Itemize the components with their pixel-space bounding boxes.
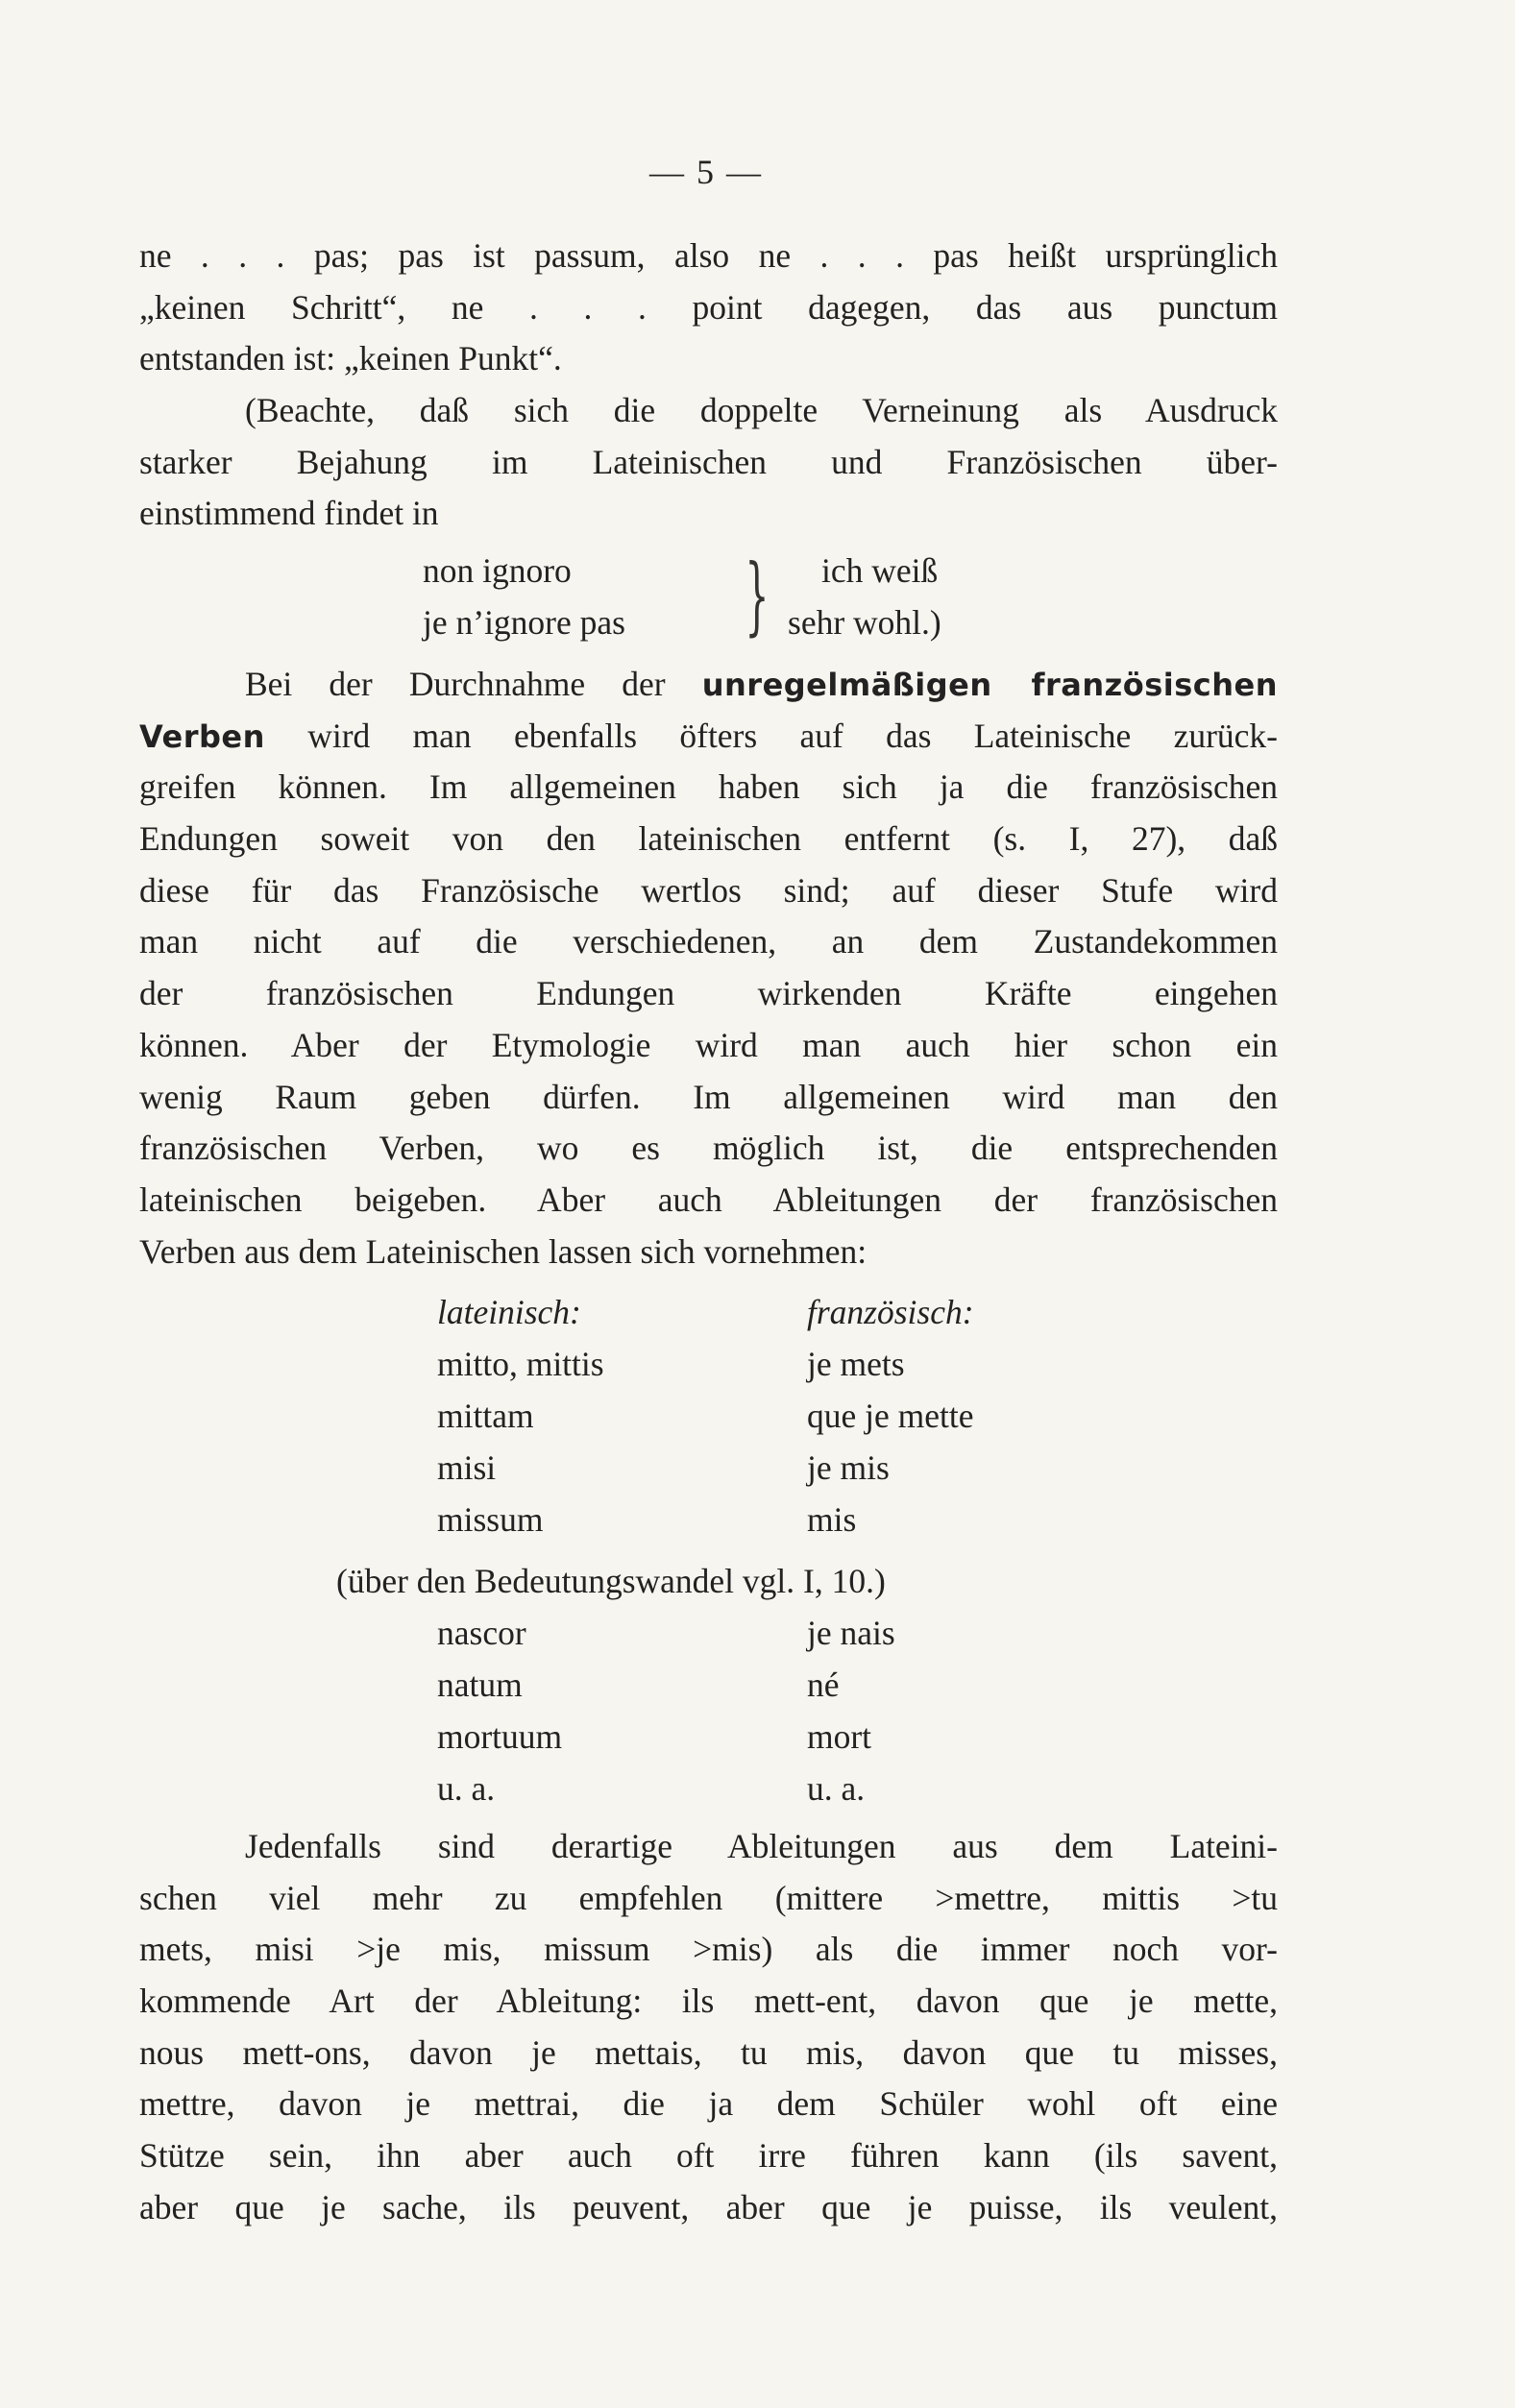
text-line: man nicht auf die verschiedenen, an dem Zustandekommen [139,922,1278,961]
table-cell-french: né [807,1666,840,1704]
text-line-content: (Beachte, daß sich die doppelte Verneinung als Ausdruck [245,391,1278,430]
example-left-1: non ignoro [423,551,572,590]
text-line: französischen Verben, wo es möglich ist, die entsprechenden [139,1129,1278,1168]
text-line: Endungen soweit von den lateinischen entfernt (s. I, 27), daß [139,819,1278,859]
table-cell-latin: missum [437,1500,544,1539]
table-cell-french: je mis [807,1448,890,1487]
text-line: starker Bejahung im Lateinischen und Französischen über- [139,442,1278,481]
emphasis-fraktur: unregelmäßigen französischen [701,667,1279,703]
table-cell-latin: natum [437,1666,523,1704]
text-line: mets, misi >je mis, missum >mis) als die immer noch vor- [139,1930,1278,1969]
text-line: mettre, davon je mettrai, die ja dem Schüler wohl oft eine [139,2084,1278,2124]
text-line: kommende Art der Ableitung: ils mett-ent, davon que je mette, [139,1982,1278,2021]
text-line [139,385,1278,437]
text-line: wenig Raum geben dürfen. Im allgemeinen wird man den [139,1077,1278,1116]
text-line: nous mett-ons, davon je mettais, tu mis, davon que tu misses, [139,2032,1278,2072]
table-header-latin: lateinisch: [437,1293,581,1331]
text-line: ne . . . pas; pas ist passum, also ne . . . pas heißt ursprünglich [139,236,1278,275]
table-note: (über den Bedeutungswandel vgl. I, 10.) [336,1562,886,1600]
example-right-2: sehr wohl.) [788,603,941,642]
text-line-post: wird man ebenfalls öfters auf das Lateinische zurück- [307,716,1279,755]
table-cell-french: mort [807,1717,872,1756]
text-line: aber que je sache, ils peuvent, aber que je puisse, ils veulent, [139,2187,1278,2226]
table-cell-french: mis [807,1500,857,1539]
paragraph-ne-pas [139,231,1278,540]
text-line: Stütze sein, ihn aber auch oft irre führen kann (ils savent, [139,2136,1278,2176]
table-cell-french: que je mette [807,1397,974,1435]
text-line: einstimmend findet in [139,494,439,533]
example-left-2: je n’ignore pas [423,603,625,642]
emphasis-fraktur: Verben [139,718,265,755]
text-line-content: Jedenfalls sind derartige Ableitungen aus dem Lateini- [245,1827,1278,1865]
table-cell-french: je nais [807,1614,895,1652]
text-line-pre: Bei der Durchnahme der [245,665,666,703]
text-line: können. Aber der Etymologie wird man auch hier schon ein [139,1025,1278,1064]
text-line: Verben aus dem Lateinischen lassen sich vornehmen: [139,1231,867,1271]
table-cell-french: u. a. [807,1769,866,1808]
text-line: schen viel mehr zu empfehlen (mittere >mettre, mittis >tu [139,1878,1278,1917]
page-number: — 5 — [649,153,763,191]
text-line [139,711,1278,763]
table-cell-latin: mortuum [437,1717,563,1756]
table-cell-latin: mitto, mittis [437,1345,604,1383]
brace-icon: } [745,546,770,645]
table-header-french: französisch: [807,1293,974,1331]
table-cell-latin: nascor [437,1614,526,1652]
text-line [139,1821,1278,1873]
text-line: der französischen Endungen wirkenden Kräfte eingehen [139,974,1278,1013]
table-cell-french: je mets [807,1345,905,1383]
text-line: diese für das Französische wertlos sind; auf dieser Stufe wird [139,870,1278,910]
text-line: greifen können. Im allgemeinen haben sich ja die französischen [139,767,1278,807]
text-line: „keinen Schritt“, ne . . . point dagegen, das aus punctum [139,287,1278,327]
paragraph-verben [139,659,1278,1277]
table-cell-latin: u. a. [437,1769,496,1808]
paragraph-ableitungen [139,1821,1278,2234]
example-right-1: ich weiß [821,551,939,590]
text-line: entstanden ist: „keinen Punkt“. [139,339,562,378]
text-line [139,659,1278,711]
table-cell-latin: misi [437,1448,497,1487]
text-line: lateinischen beigeben. Aber auch Ableitungen der französischen [139,1180,1278,1219]
table-cell-latin: mittam [437,1397,534,1435]
